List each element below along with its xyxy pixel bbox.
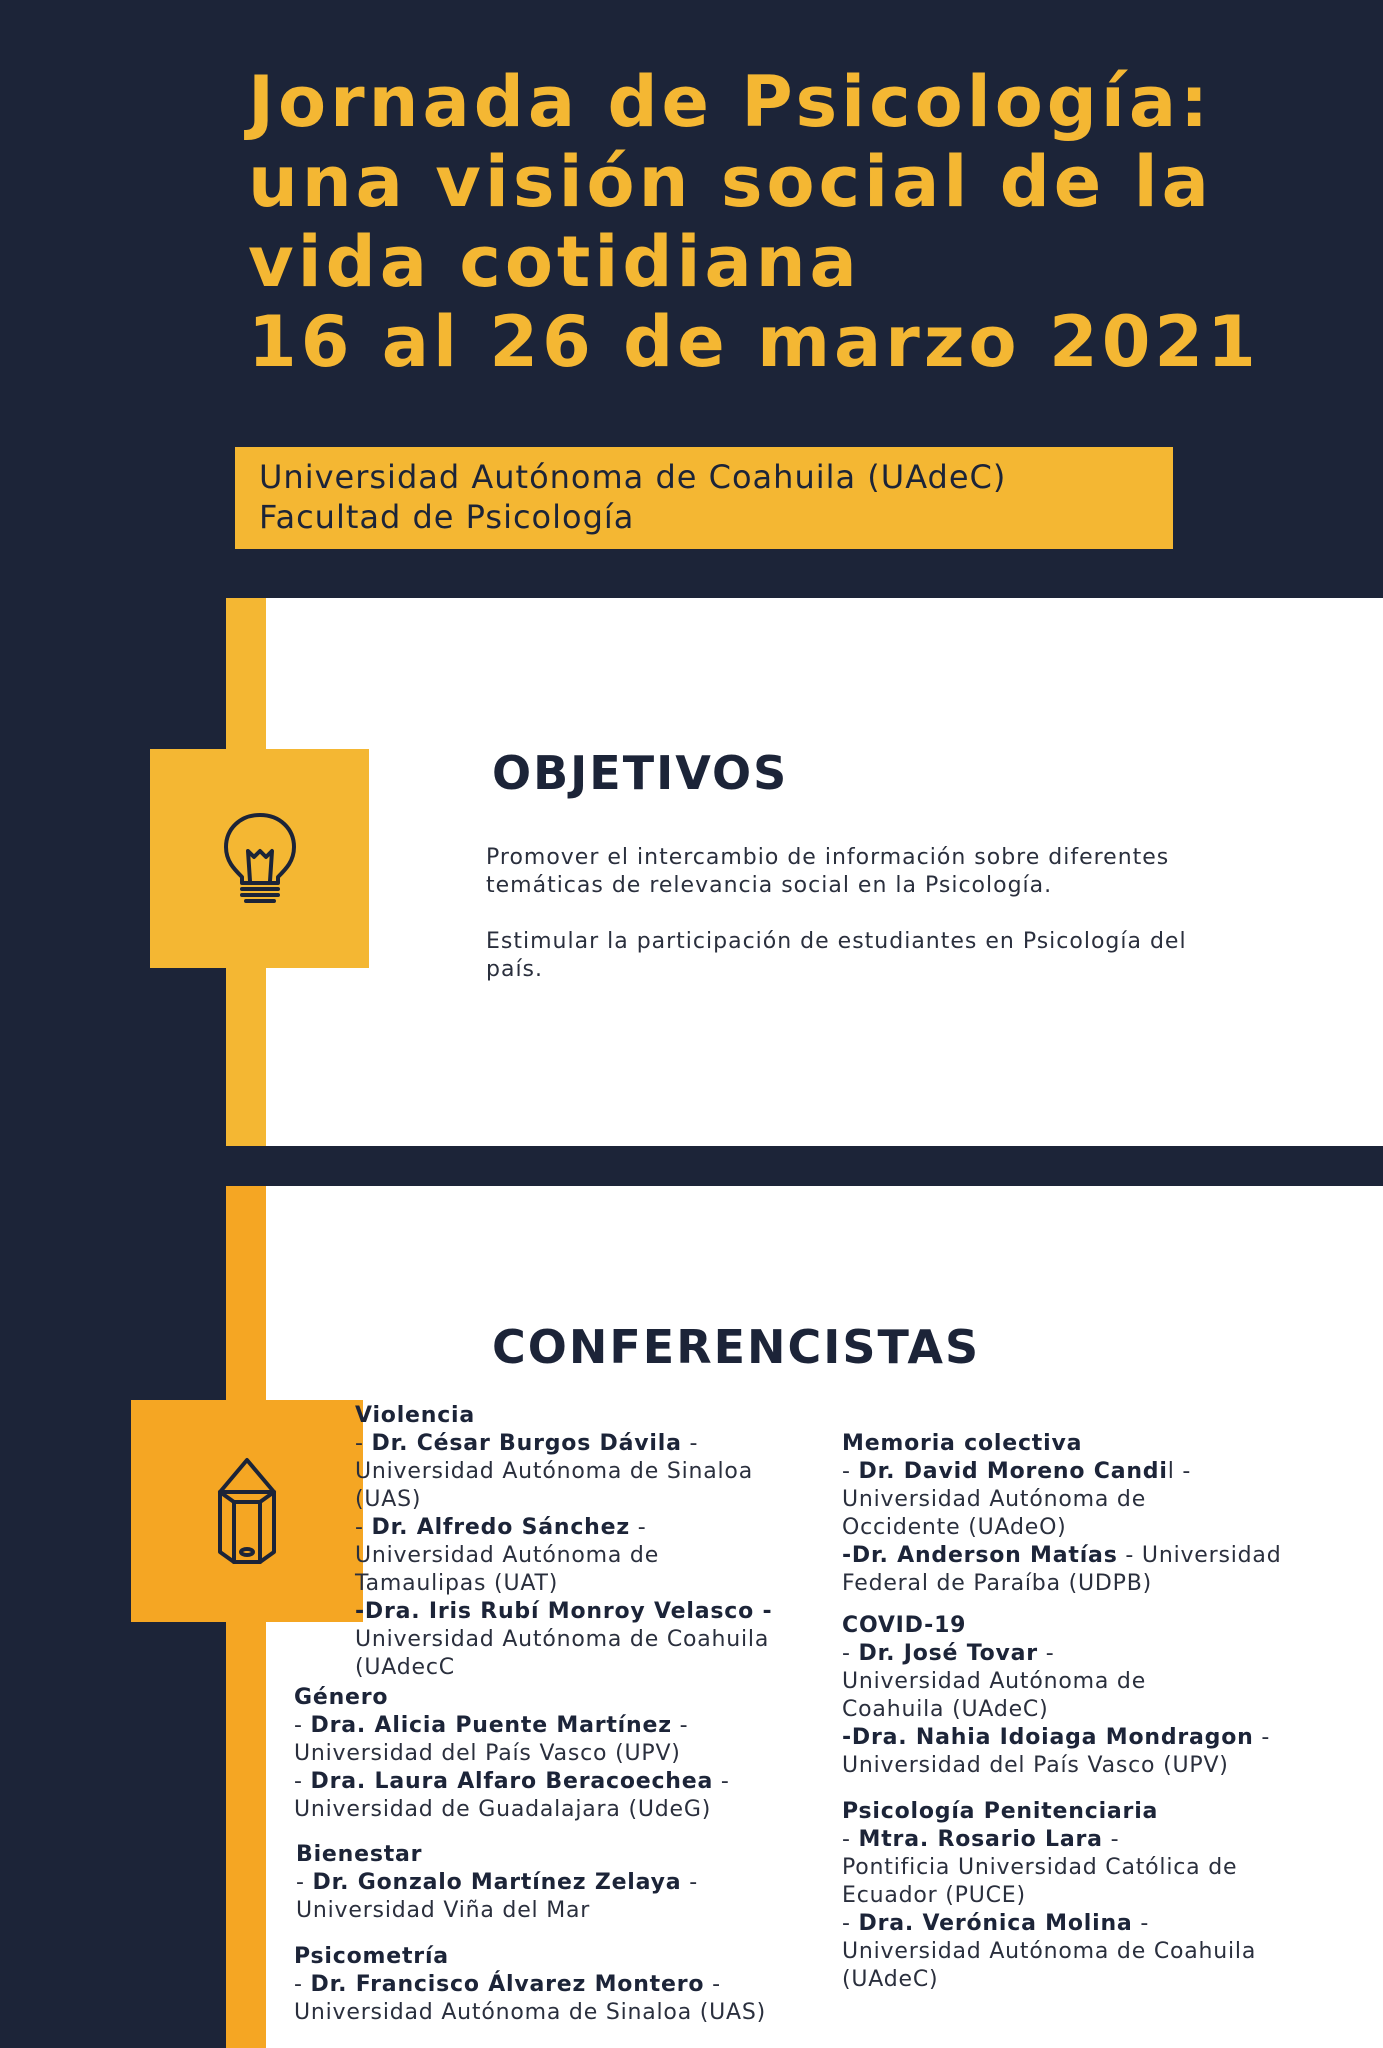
speaker-affiliation: Pontificia Universidad Católica de — [842, 1855, 1238, 1880]
speaker-name: - Dr. José Tovar - — [842, 1641, 1055, 1666]
speaker-group-genero — [294, 1684, 730, 1824]
event-dates: 16 al 26 de marzo 2021 — [248, 301, 1260, 383]
objective-item — [486, 928, 1326, 984]
speaker-affiliation: Tamaulipas (UAT) — [355, 1571, 559, 1596]
speaker-affiliation: Universidad Autónoma de Sinaloa (UAS) — [294, 2000, 767, 2025]
speaker-affiliation: Universidad Viña del Mar — [296, 1898, 591, 1923]
speakers-icon-box — [131, 1400, 363, 1622]
event-title — [248, 62, 1368, 382]
objective-line: país. — [486, 957, 544, 982]
university-name: Universidad Autónoma de Coahuila (UAdeC) — [259, 458, 1007, 496]
objective-item — [486, 844, 1326, 900]
speaker-affiliation: Universidad Autónoma de — [842, 1669, 1147, 1694]
objectives-heading: OBJETIVOS — [492, 746, 789, 800]
speaker-group-psicometria — [294, 1943, 766, 2027]
speaker-affiliation: Federal de Paraíba (UDPB) — [842, 1571, 1153, 1596]
speakers-heading: CONFERENCISTAS — [492, 1320, 981, 1374]
speaker-affiliation: Universidad Autónoma de — [842, 1487, 1147, 1512]
objectives-icon-box — [150, 749, 369, 968]
speaker-affiliation: Universidad del País Vasco (UPV) — [294, 1741, 681, 1766]
title-line: una visión social de la — [248, 141, 1213, 223]
speaker-affiliation: Universidad Autónoma de — [355, 1543, 660, 1568]
speaker-name: - Dr. Francisco Álvarez Montero - — [294, 1972, 721, 1997]
speaker-name: -Dr. Anderson Matías - Universidad — [842, 1543, 1282, 1568]
objective-line: temáticas de relevancia social en la Psicología. — [486, 873, 1053, 898]
speaker-name: - Dra. Verónica Molina - — [842, 1911, 1150, 1936]
speaker-name: - Mtra. Rosario Lara - — [842, 1827, 1120, 1852]
category-title: Violencia — [355, 1403, 476, 1428]
speaker-group-violencia — [355, 1402, 772, 1682]
speaker-affiliation: Universidad Autónoma de Coahuila — [355, 1627, 770, 1652]
speaker-name: - Dr. Gonzalo Martínez Zelaya - — [296, 1870, 698, 1895]
category-title: Género — [294, 1685, 389, 1710]
speaker-affiliation: (UAdecC — [355, 1655, 455, 1680]
objective-line: Estimular la participación de estudiantes en Psicología del — [486, 929, 1187, 954]
speaker-group-bienestar — [296, 1841, 698, 1925]
category-title: Psicología Penitenciaria — [842, 1799, 1159, 1824]
speaker-name: - Dra. Laura Alfaro Beracoechea - — [294, 1769, 730, 1794]
objective-line: Promover el intercambio de información sobre diferentes — [486, 845, 1170, 870]
category-title: COVID-19 — [842, 1613, 967, 1638]
speaker-group-memoria — [842, 1430, 1281, 1598]
title-line: vida cotidiana — [248, 221, 861, 303]
speaker-affiliation: Universidad Autónoma de Sinaloa — [355, 1459, 753, 1484]
speaker-affiliation: Ecuador (PUCE) — [842, 1883, 1026, 1908]
category-title: Memoria colectiva — [842, 1431, 1083, 1456]
speaker-group-covid — [842, 1612, 1270, 1780]
speaker-name: - Dr. David Moreno Candil - — [842, 1459, 1192, 1484]
lightbulb-icon — [220, 811, 300, 907]
speaker-name: - Dr. César Burgos Dávila - — [355, 1431, 699, 1456]
speaker-affiliation: (UAS) — [355, 1487, 422, 1512]
objectives-text — [486, 844, 1326, 1012]
faculty-name: Facultad de Psicología — [259, 498, 635, 536]
speaker-name: -Dra. Nahia Idoiaga Mondragon - — [842, 1725, 1271, 1750]
speaker-affiliation: (UAdeC) — [842, 1967, 939, 1992]
speaker-group-penitenciaria — [842, 1798, 1256, 1994]
pencil-icon — [212, 1456, 282, 1566]
speaker-affiliation: Universidad de Guadalajara (UdeG) — [294, 1797, 712, 1822]
speaker-affiliation: Universidad Autónoma de Coahuila — [842, 1939, 1257, 1964]
category-title: Psicometría — [294, 1944, 449, 1969]
speaker-affiliation: Occidente (UAdeO) — [842, 1515, 1067, 1540]
speaker-affiliation: Coahuila (UAdeC) — [842, 1697, 1049, 1722]
speaker-affiliation: Universidad del País Vasco (UPV) — [842, 1753, 1229, 1778]
speaker-name: - Dr. Alfredo Sánchez - — [355, 1515, 647, 1540]
category-title: Bienestar — [296, 1842, 423, 1867]
title-line: Jornada de Psicología: — [248, 61, 1213, 143]
speaker-name: - Dra. Alicia Puente Martínez - — [294, 1713, 689, 1738]
institution-banner — [235, 447, 1173, 549]
speaker-name: -Dra. Iris Rubí Monroy Velasco - — [355, 1599, 773, 1624]
